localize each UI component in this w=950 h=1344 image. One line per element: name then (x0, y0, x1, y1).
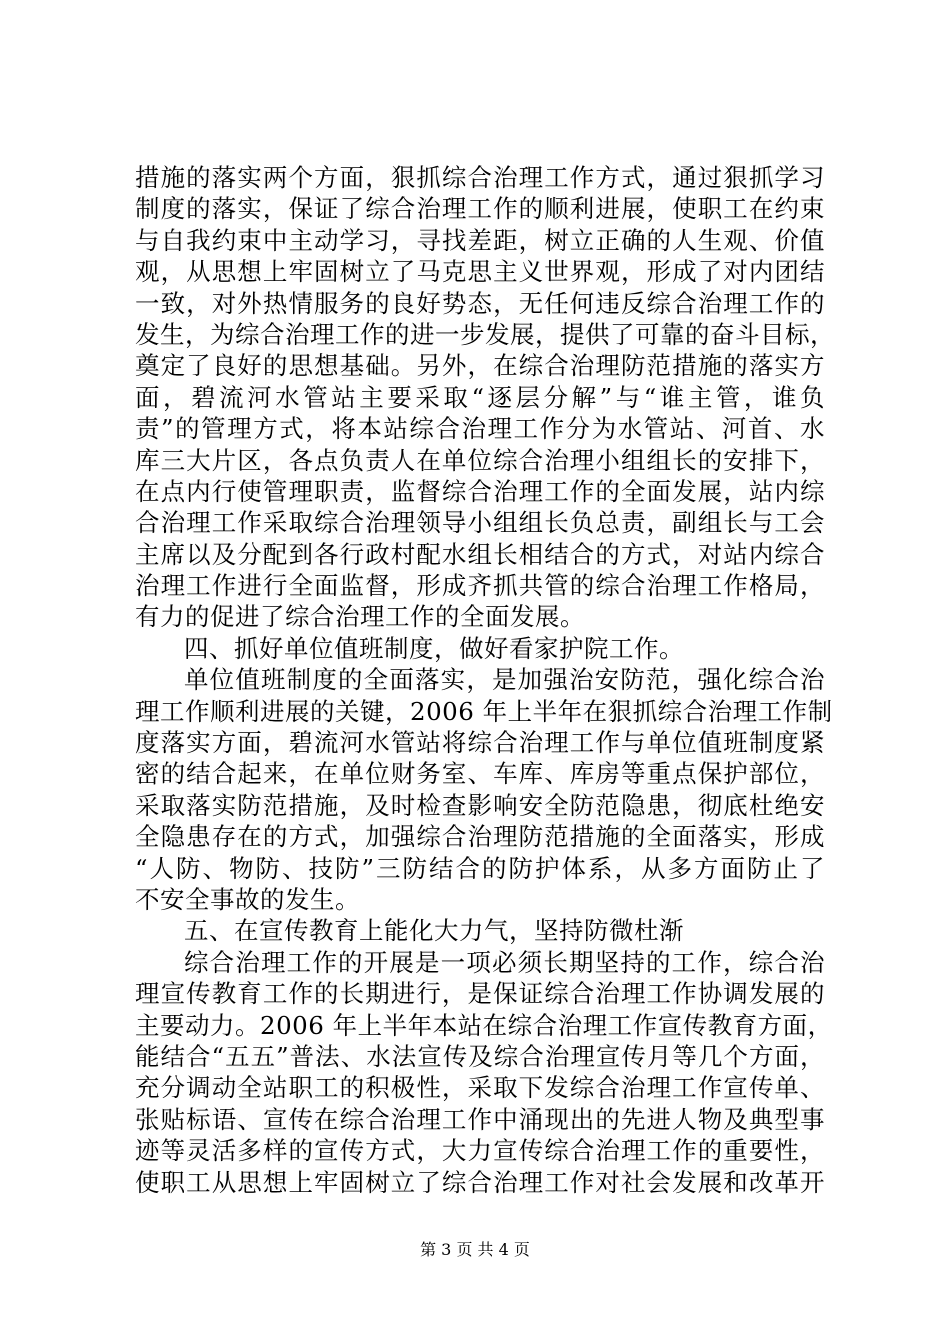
text-line: 单位值班制度的全面落实，是加强治安防范，强化综合治 (184, 665, 825, 695)
text-line: 观，从思想上牢固树立了马克思主义世界观，形成了对内团结 (135, 257, 825, 287)
text-line: 张贴标语、宣传在综合治理工作中涌现出的先进人物及典型事 (135, 1104, 825, 1134)
text-line: 库三大片区，各点负责人在单位综合治理小组组长的安排下， (135, 445, 825, 475)
page-footer: 第 3 页 共 4 页 (420, 1240, 530, 1259)
text-line: 采取落实防范措施，及时检查影响安全防范隐患，彻底杜绝安 (135, 790, 825, 820)
text-line: 不安全事故的发生。 (135, 884, 360, 914)
text-line: 综合治理工作的开展是一项必须长期坚持的工作，综合治 (184, 947, 825, 977)
document-body (135, 162, 835, 1198)
text-line: 一致，对外热情服务的良好势态，无任何违反综合治理工作的 (135, 288, 825, 318)
text-line: 充分调动全站职工的积极性，采取下发综合治理工作宣传单、 (135, 1073, 825, 1103)
text-line: 面，碧流河水管站主要采取“逐层分解”与“谁主管，谁负 (135, 382, 825, 412)
text-line: 有力的促进了综合治理工作的全面发展。 (135, 602, 585, 632)
text-line: 理宣传教育工作的长期进行，是保证综合治理工作协调发展的 (135, 979, 825, 1009)
text-line: “人防、物防、技防”三防结合的防护体系，从多方面防止了 (135, 853, 825, 883)
text-line: 密的结合起来，在单位财务室、车库、库房等重点保护部位， (135, 759, 825, 789)
text-line: 全隐患存在的方式，加强综合治理防范措施的全面落实，形成 (135, 822, 825, 852)
text-line: 治理工作进行全面监督，形成齐抓共管的综合治理工作格局， (135, 571, 825, 601)
text-line: 奠定了良好的思想基础。另外，在综合治理防范措施的落实方 (135, 351, 825, 381)
text-line: 能结合“五五”普法、水法宣传及综合治理宣传月等几个方面， (135, 1041, 825, 1071)
text-line: 发生，为综合治理工作的进一步发展，提供了可靠的奋斗目标， (135, 319, 835, 349)
text-line: 度落实方面，碧流河水管站将综合治理工作与单位值班制度紧 (135, 728, 825, 758)
text-line: 主要动力。2006 年上半年本站在综合治理工作宣传教育方面， (135, 1010, 833, 1040)
text-line: 五、在宣传教育上能化大力气，坚持防微杜渐 (184, 916, 684, 946)
text-line: 合治理工作采取综合治理领导小组组长负总责，副组长与工会 (135, 508, 825, 538)
text-line: 使职工从思想上牢固树立了综合治理工作对社会发展和改革开 (135, 1167, 825, 1197)
text-line: 迹等灵活多样的宣传方式，大力宣传综合治理工作的重要性， (135, 1136, 825, 1166)
text-line: 在点内行使管理职责，监督综合治理工作的全面发展，站内综 (135, 476, 825, 506)
text-line: 理工作顺利进展的关键，2006 年上半年在狠抓综合治理工作制 (135, 696, 833, 726)
text-line: 主席以及分配到各行政村配水组长相结合的方式，对站内综合 (135, 539, 825, 569)
text-line: 制度的落实，保证了综合治理工作的顺利进展，使职工在约束 (135, 194, 825, 224)
text-line: 措施的落实两个方面，狠抓综合治理工作方式，通过狠抓学习 (135, 163, 825, 192)
text-line: 与自我约束中主动学习，寻找差距，树立正确的人生观、价值 (135, 225, 825, 255)
text-line: 四、抓好单位值班制度，做好看家护院工作。 (184, 633, 684, 663)
text-line: 责”的管理方式，将本站综合治理工作分为水管站、河首、水 (135, 414, 825, 444)
